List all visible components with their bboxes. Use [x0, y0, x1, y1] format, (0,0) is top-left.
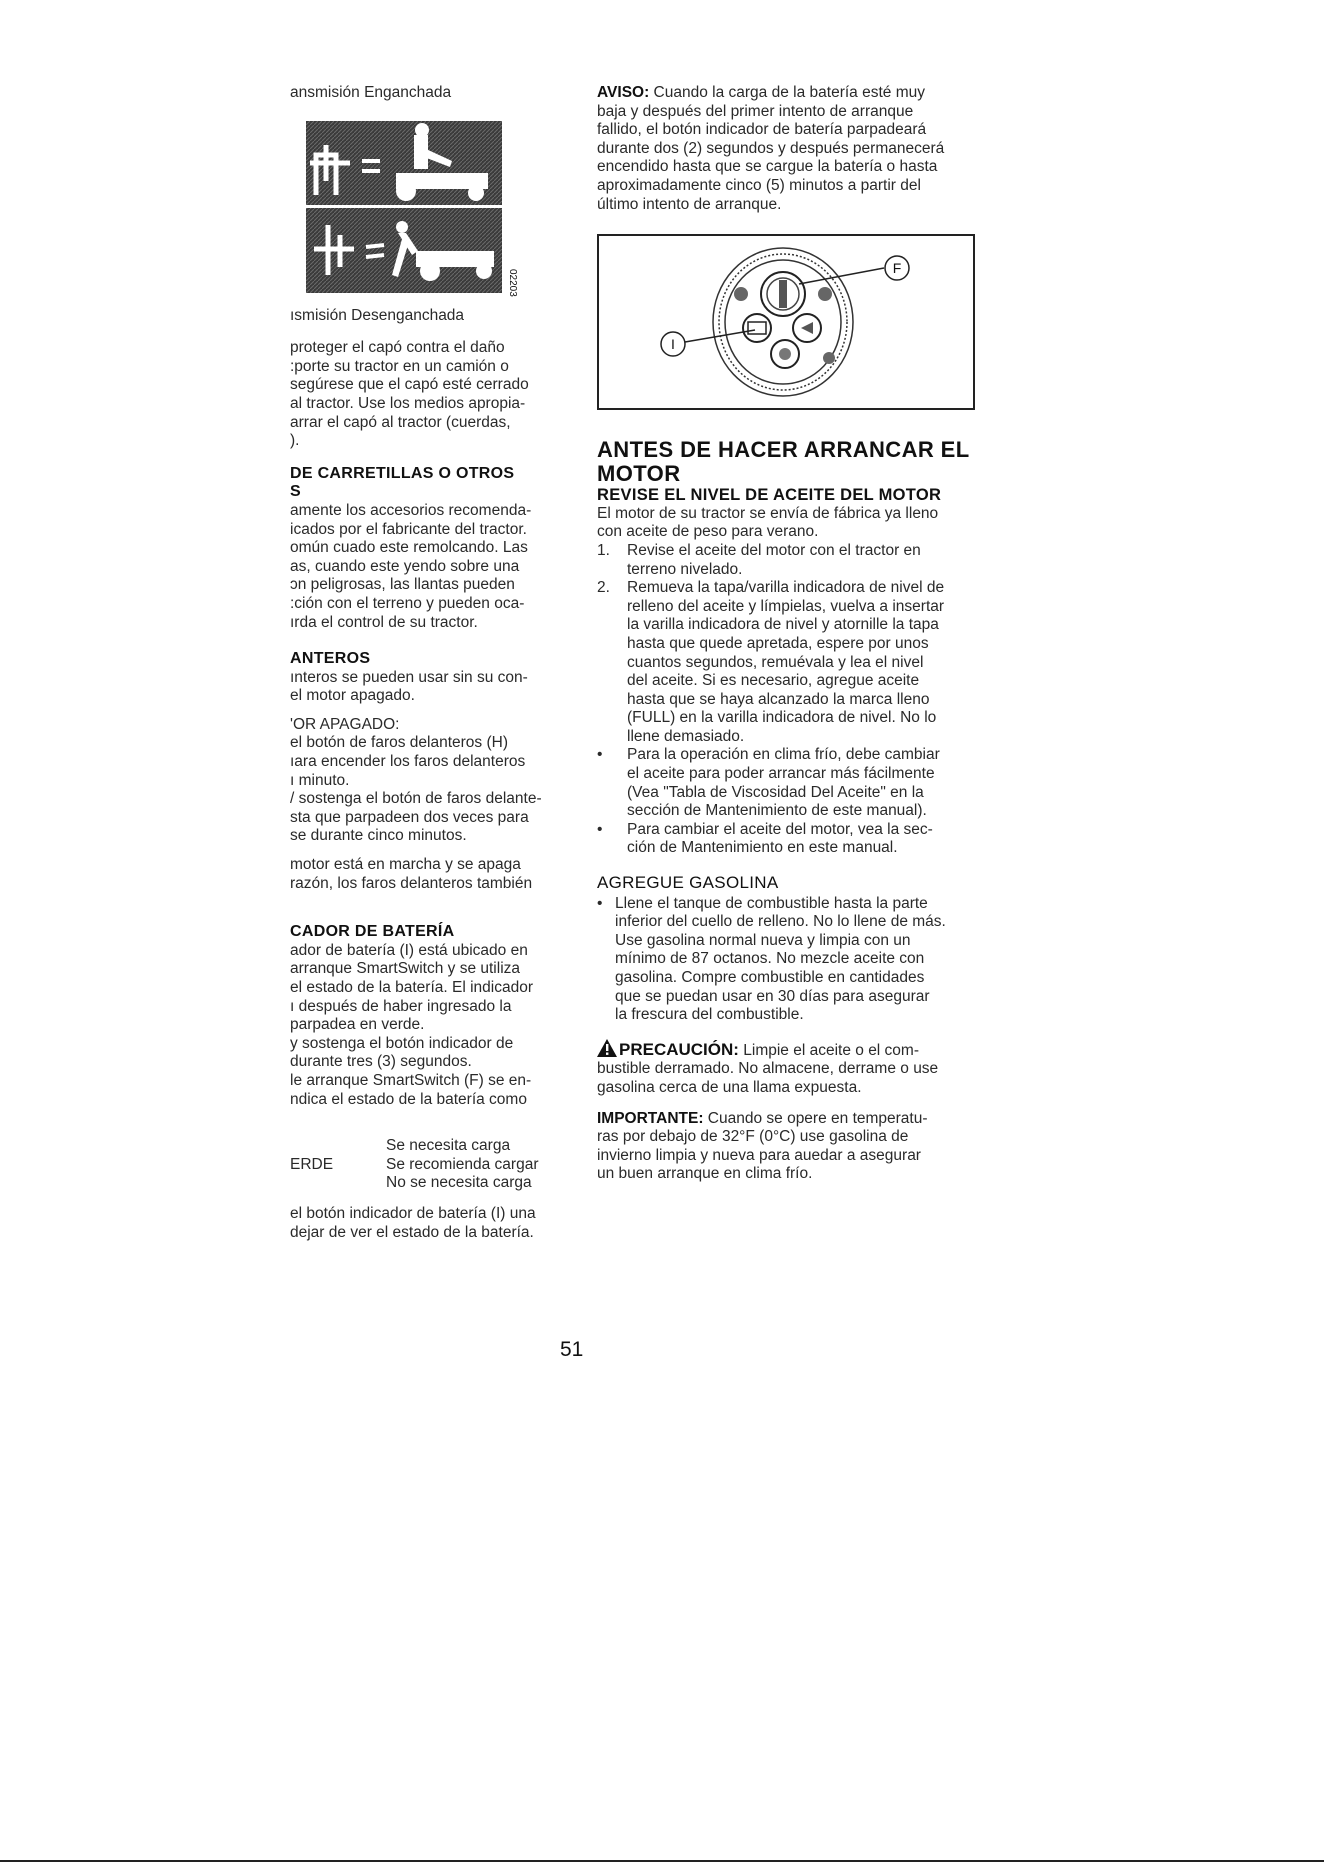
text-line: el motor apagado.	[290, 687, 415, 705]
text-line: Cuando se opere en temperatu-	[703, 1109, 928, 1127]
trailers-heading: DE CARRETILLAS O OTROS	[290, 464, 515, 482]
text-line: Para cambiar el aceite del motor, vea la sec-	[627, 820, 933, 838]
text-line: durante dos (2) segundos y después permanecerá	[597, 139, 945, 157]
status-text: Se necesita carga	[386, 1137, 511, 1155]
text-line: ras por debajo de 32°F (0°C) use gasolina de	[597, 1128, 909, 1146]
transmission-figure	[306, 121, 518, 297]
text-line: razón, los faros delanteros también	[290, 874, 533, 892]
text-line: icados por el fabricante del tractor.	[290, 520, 527, 538]
trailers-paragraph	[290, 502, 576, 632]
text-line: (FULL) en la varilla indicadora de nivel. No lo	[627, 709, 937, 727]
text-line: la varilla indicadora de nivel y atornille la tapa	[627, 616, 939, 634]
caption-engaged: ansmisión Enganchada	[290, 84, 452, 101]
list-item	[597, 821, 977, 858]
text-line: el estado de la batería. El indicador	[290, 979, 533, 996]
text-line: Cuando la carga de la batería esté muy	[649, 84, 925, 101]
list-item	[597, 746, 977, 820]
right-column	[597, 84, 977, 1184]
text-line: cuantos segundos, remuévala y lea el nivel	[627, 653, 924, 671]
text-line: se durante cinco minutos.	[290, 827, 467, 845]
text-line: bustible derramado. No almacene, derrame o use	[597, 1060, 939, 1078]
battery-end-paragraph	[290, 1205, 576, 1242]
oil-heading: REVISE EL NIVEL DE ACEITE DEL MOTOR	[597, 486, 942, 505]
text-line: con aceite de peso para verano.	[597, 523, 819, 541]
text-line: arrar el capó al tractor (cuerdas,	[290, 413, 511, 431]
oil-steps-list	[597, 542, 977, 858]
list-item	[597, 542, 977, 579]
text-line: Para la operación en clima frío, debe cambiar	[627, 746, 940, 764]
bullet-marker: •	[597, 746, 603, 764]
status-text: Se recomienda cargar	[386, 1155, 539, 1173]
text-line: invierno limpia y nueva para auedar a asegurar	[597, 1146, 921, 1164]
text-line: ador de batería (I) está ubicado en	[290, 941, 528, 959]
left-column	[290, 84, 576, 1242]
caption-disengaged: ısmisión Desenganchada	[290, 306, 465, 324]
text-line: ción de Mantenimiento en este manual.	[627, 839, 898, 857]
text-line: motor está en marcha y se apaga	[290, 856, 521, 874]
callout-f-label: F	[892, 260, 902, 277]
status-color: ERDE	[290, 1155, 334, 1173]
aviso-paragraph	[597, 84, 977, 214]
caution-paragraph	[597, 1039, 977, 1098]
text-line: aproximadamente cinco (5) minutos a partir del	[597, 176, 921, 194]
text-line: Revise el aceite del motor con el tractor en	[627, 541, 921, 559]
important-paragraph	[597, 1110, 977, 1184]
text-line: encendido hasta que se cargue la batería o hasta	[597, 158, 938, 176]
start-key-icon	[761, 272, 805, 316]
list-marker: 2.	[597, 579, 610, 597]
bottom-rule	[0, 1860, 1324, 1862]
text-line: le arranque SmartSwitch (F) se en-	[290, 1071, 532, 1089]
text-line: del aceite. Si es necesario, agregue aceite	[627, 672, 920, 690]
text-line: durante tres (3) segundos.	[290, 1053, 472, 1071]
small-indicator-icon-2	[818, 287, 832, 301]
headlight-button-icon	[793, 314, 821, 342]
text-line: Remueva la tapa/varilla indicadora de nivel de	[627, 579, 945, 597]
text-line: mínimo de 87 octanos. No mezcle aceite con	[615, 950, 925, 968]
oil-intro	[597, 505, 977, 542]
start-heading: ANTES DE HACER ARRANCAR EL MOTOR	[597, 437, 970, 487]
text-line: hasta que se haya alcanzado la marca lleno	[627, 690, 930, 708]
smartswitch-figure	[597, 234, 975, 410]
list-item	[597, 579, 977, 746]
engine-stop-paragraph	[290, 856, 576, 893]
small-indicator-icon-3	[823, 352, 835, 364]
text-line: ı después de haber ingresado la	[290, 997, 512, 1015]
figure-code: 02203	[507, 268, 518, 297]
smartswitch-illustration	[599, 236, 973, 408]
text-line: último intento de arranque.	[597, 195, 782, 213]
engine-off-heading: 'OR APAGADO:	[290, 715, 400, 733]
fuel-heading: AGREGUE GASOLINA	[597, 873, 779, 893]
bullet-icon: •	[597, 894, 603, 912]
text-line: un buen arranque en clima frío.	[597, 1165, 813, 1183]
status-text: No se necesita carga	[386, 1174, 532, 1192]
text-line: ı minuto.	[290, 771, 350, 789]
text-line: (Vea "Tabla de Viscosidad Del Aceite" en la	[627, 783, 924, 801]
text-line: proteger el capó contra el daño	[290, 339, 505, 357]
mow-button-icon	[771, 340, 799, 368]
text-line: llene demasiado.	[627, 727, 745, 745]
text-line: inferior del cuello de relleno. No lo llene de más.	[615, 913, 946, 931]
text-line: terreno nivelado.	[627, 560, 743, 578]
lights-intro	[290, 669, 576, 706]
important-label: IMPORTANTE:	[597, 1109, 704, 1127]
text-line: sección de Mantenimiento de este manual).	[627, 802, 927, 820]
text-line: el aceite para poder arrancar más fácilmente	[627, 765, 935, 783]
text-line: y sostenga el botón indicador de	[290, 1034, 514, 1052]
text-line: :porte su tractor en un camión o	[290, 357, 509, 375]
text-line: parpadea en verde.	[290, 1016, 425, 1034]
text-line: El motor de su tractor se envía de fábrica ya lleno	[597, 504, 939, 522]
text-line: amente los accesorios recomenda-	[290, 501, 532, 519]
text-line: / sostenga el botón de faros delante-	[290, 790, 542, 808]
caution-label: PRECAUCIÓN:	[619, 1039, 739, 1059]
status-color	[290, 1174, 386, 1193]
text-line: baja y después del primer intento de arranque	[597, 102, 914, 120]
text-line: arranque SmartSwitch y se utiliza	[290, 960, 521, 978]
text-line: ɔn peligrosas, las llantas pueden	[290, 576, 515, 594]
fuel-list	[597, 895, 977, 1025]
battery-button-icon	[743, 314, 771, 342]
text-line: segúrese que el capó esté cerrado	[290, 376, 529, 394]
text-line: la frescura del combustible.	[615, 1006, 804, 1024]
text-line: dejar de ver el estado de la batería.	[290, 1223, 534, 1241]
text-line: Llene el tanque de combustible hasta la parte	[615, 894, 928, 912]
status-color	[290, 1137, 386, 1156]
text-line: sta que parpadeen dos veces para	[290, 808, 529, 826]
callout-i-label: I	[671, 336, 675, 353]
text-line: Limpie el aceite o el com-	[738, 1041, 920, 1059]
text-line: el botón indicador de batería (I) una	[290, 1204, 536, 1222]
lights-heading: ANTEROS	[290, 650, 371, 668]
battery-paragraph	[290, 942, 576, 1109]
hood-paragraph	[290, 339, 576, 451]
text-line: hasta que quede apretada, espere por unos	[627, 634, 929, 652]
text-line: :ción con el terreno y pueden oca-	[290, 594, 525, 612]
text-line: ndica el estado de la batería como	[290, 1090, 527, 1108]
bullet-marker: •	[597, 820, 603, 838]
battery-heading: CADOR DE BATERÍA	[290, 923, 455, 941]
text-line: fallido, el botón indicador de batería parpadeará	[597, 121, 927, 139]
battery-status-table	[290, 1137, 576, 1193]
text-line: Use gasolina normal nueva y limpia con un	[615, 931, 911, 949]
text-line: que se puedan usar en 30 días para asegurar	[615, 987, 930, 1005]
text-line: gasolina. Compre combustible en cantidades	[615, 969, 925, 986]
trailers-heading-2: S	[290, 483, 301, 501]
warning-triangle-icon	[597, 1039, 617, 1057]
text-line: relleno del aceite y límpielas, vuelva a insertar	[627, 597, 945, 615]
text-line: el botón de faros delanteros (H)	[290, 734, 508, 752]
text-line: ırda el control de su tractor.	[290, 613, 478, 631]
text-line: ).	[290, 432, 300, 450]
aviso-label: AVISO:	[597, 84, 650, 101]
text-line: omún cuado este remolcando. Las	[290, 539, 528, 557]
engine-off-paragraph	[290, 734, 576, 846]
small-indicator-icon	[734, 287, 748, 301]
text-line: gasolina cerca de una llama expuesta.	[597, 1078, 862, 1096]
page-number: 51	[560, 1338, 584, 1361]
text-line: ıara encender los faros delanteros	[290, 753, 526, 771]
list-marker: 1.	[597, 541, 610, 559]
list-item	[597, 895, 977, 1025]
text-line: al tractor. Use los medios apropia-	[290, 394, 526, 412]
text-line: ınteros se pueden usar sin su con-	[290, 668, 528, 686]
text-line: as, cuando este yendo sobre una	[290, 557, 520, 575]
transmission-illustration	[306, 121, 518, 297]
